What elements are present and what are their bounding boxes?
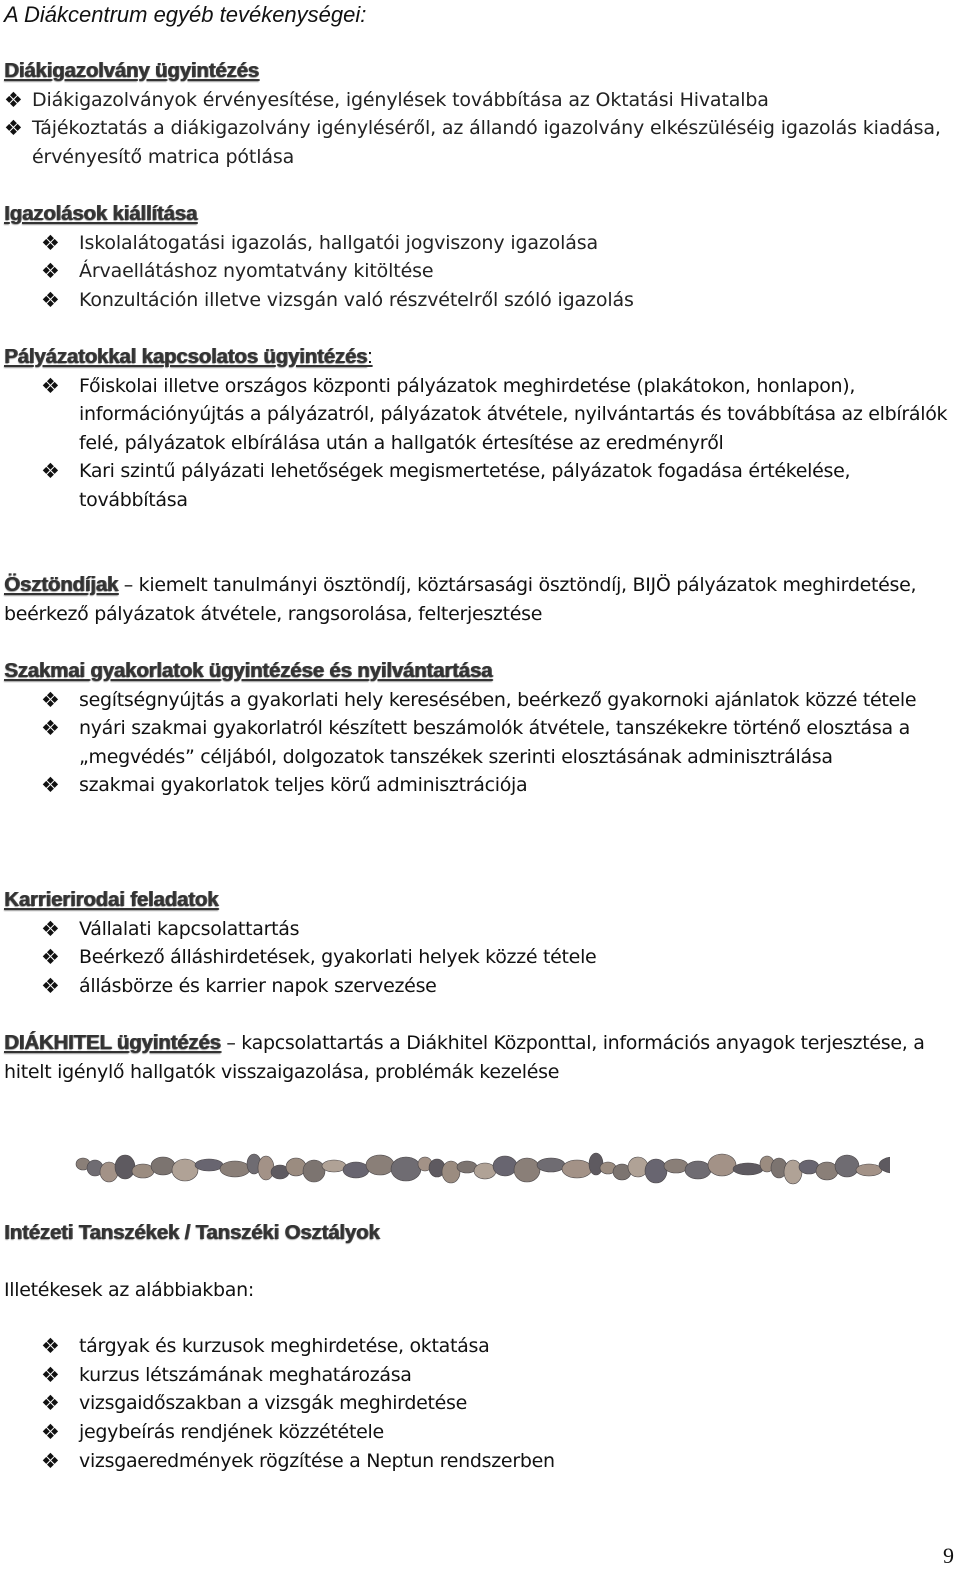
section-karrier bbox=[4, 886, 596, 1000]
pebble-shape bbox=[442, 1161, 460, 1183]
pebble-shape bbox=[172, 1159, 198, 1181]
list-item: ❖ Diákigazolványok érvényesítése, igénylések továbbítása az Oktatási Hivatalba bbox=[4, 86, 954, 115]
section-palyazatok bbox=[4, 343, 954, 515]
pebble-shape bbox=[835, 1155, 859, 1177]
pebble-shape bbox=[493, 1156, 517, 1176]
pebble-shape bbox=[322, 1160, 346, 1172]
diamond-bullet-icon: ❖ bbox=[41, 373, 60, 398]
section-heading: DIÁKHITEL ügyintézés bbox=[4, 1031, 221, 1054]
pebble-shape bbox=[151, 1157, 175, 1175]
diamond-bullet-icon: ❖ bbox=[41, 716, 60, 741]
section-heading: Intézeti Tanszékek / Tanszéki Osztályok bbox=[4, 1221, 380, 1244]
diamond-bullet-icon: ❖ bbox=[41, 1362, 60, 1387]
diamond-bullet-icon: ❖ bbox=[41, 973, 60, 998]
list-item: ❖ Iskolalátogatási igazolás, hallgatói jogviszony igazolása bbox=[41, 229, 634, 258]
bullet-list bbox=[41, 915, 596, 1001]
page-title: A Diákcentrum egyéb tevékenységei: bbox=[4, 2, 367, 27]
section-diakhitel bbox=[4, 1029, 946, 1086]
pebble-shape bbox=[303, 1160, 325, 1182]
list-item: ❖ kurzus létszámának meghatározása bbox=[41, 1361, 946, 1390]
diamond-bullet-icon: ❖ bbox=[41, 1419, 60, 1444]
diamond-bullet-icon: ❖ bbox=[41, 687, 60, 712]
bullet-list bbox=[41, 686, 959, 800]
pebble-shape bbox=[132, 1164, 154, 1178]
pebble-shape bbox=[115, 1155, 135, 1179]
pebble-shape bbox=[589, 1153, 603, 1175]
diamond-bullet-icon: ❖ bbox=[41, 1334, 60, 1359]
diamond-bullet-icon: ❖ bbox=[41, 1448, 60, 1473]
diamond-bullet-icon: ❖ bbox=[41, 1391, 60, 1416]
pebble-shape bbox=[343, 1162, 369, 1178]
bullet-list bbox=[41, 229, 634, 315]
list-item: ❖ Vállalati kapcsolattartás bbox=[41, 915, 596, 944]
section-heading: Diákigazolvány ügyintézés bbox=[4, 59, 259, 82]
pebble-shape bbox=[708, 1154, 736, 1176]
pebble-shape bbox=[856, 1164, 882, 1176]
section-tanszekek bbox=[4, 1219, 946, 1475]
section-igazolasok bbox=[4, 200, 634, 314]
list-item: ❖ nyári szakmai gyakorlatról készített beszámolók átvétele, tanszékekre történő elosztása a „megvédés” céljából, dolgozatok tanszékek szerinti elosztásának adminisztrálása bbox=[41, 716, 910, 768]
list-item: ❖ Konzultáción illetve vizsgán való részvételről szóló igazolás bbox=[41, 286, 634, 315]
pebble-shape bbox=[664, 1159, 688, 1173]
section-diakigazolvany bbox=[4, 57, 954, 171]
diamond-bullet-icon: ❖ bbox=[41, 259, 60, 284]
section-heading: Szakmai gyakorlatok ügyintézése és nyilvántartása bbox=[4, 659, 493, 682]
pebble-shape bbox=[645, 1159, 667, 1183]
section-text: – kapcsolattartás a Diákhitel Központtal, információs anyagok terjesztése, a hitelt igénylő hallgatók visszaigazolása, problémák kezelése bbox=[4, 1032, 925, 1083]
diamond-bullet-icon: ❖ bbox=[41, 287, 60, 312]
section-heading: Ösztöndíjak bbox=[4, 573, 118, 596]
pebble-shape bbox=[195, 1159, 223, 1171]
pebble-shape bbox=[562, 1160, 592, 1178]
list-item: ❖ állásbörze és karrier napok szervezése bbox=[41, 972, 596, 1001]
list-item: ❖ vizsgaidőszakban a vizsgák meghirdetése bbox=[41, 1389, 946, 1418]
pebble-shape bbox=[514, 1158, 540, 1182]
section-osztondijak bbox=[4, 571, 946, 628]
section-szakmai bbox=[4, 657, 959, 800]
list-item: ❖ Beérkező álláshirdetések, gyakorlati helyek közzé tétele bbox=[41, 943, 596, 972]
section-intro: Illetékesek az alábbiakban: bbox=[4, 1278, 254, 1301]
list-item: ❖ segítségnyújtás a gyakorlati hely keresésében, beérkező gyakornoki ajánlatok közzé tétele bbox=[41, 686, 959, 715]
pebble-shape bbox=[733, 1163, 763, 1175]
pebble-shape bbox=[474, 1163, 496, 1179]
bullet-list bbox=[41, 372, 954, 515]
pebble-shape bbox=[366, 1155, 394, 1175]
pebble-shape bbox=[220, 1161, 250, 1177]
pebble-shape bbox=[391, 1157, 421, 1181]
section-text: – kiemelt tanulmányi ösztöndíj, köztársasági ösztöndíj, BIJÖ pályázatok meghirdetése, beérkező pályázatok átvétele, rangsorolása, felterjesztése bbox=[4, 574, 917, 625]
list-item: ❖ Főiskolai illetve országos központi pályázatok meghirdetése (plakátokon, honlapon), információnyújtás a pályázatról, pályázatok átvétele, nyilvántartás és továbbítása az elbírálók felé, pályázatok elbírálása után a hallgatók értesítése az eredményről bbox=[41, 373, 948, 454]
bullet-list bbox=[41, 1332, 946, 1475]
diamond-bullet-icon: ❖ bbox=[41, 916, 60, 941]
section-heading: Karrierirodai feladatok bbox=[4, 888, 219, 911]
diamond-bullet-icon: ❖ bbox=[41, 945, 60, 970]
diamond-bullet-icon: ❖ bbox=[41, 230, 60, 255]
list-item: ❖ jegybeírás rendjének közzététele bbox=[41, 1418, 946, 1447]
diamond-bullet-icon: ❖ bbox=[4, 116, 23, 141]
pebble-shape bbox=[628, 1157, 648, 1177]
page-number: 9 bbox=[943, 1543, 954, 1568]
pebble-shape bbox=[784, 1160, 802, 1184]
pebble-shape bbox=[816, 1162, 838, 1180]
list-item: ❖ Árvaellátáshoz nyomtatvány kitöltése bbox=[41, 257, 634, 286]
diamond-bullet-icon: ❖ bbox=[41, 459, 60, 484]
section-heading: Igazolások kiállítása bbox=[4, 202, 197, 225]
section-heading: Pályázatokkal kapcsolatos ügyintézés: bbox=[4, 345, 373, 368]
list-item: ❖ Kari szintű pályázati lehetőségek megismertetése, pályázatok fogadása értékelése, továbbítása bbox=[41, 459, 851, 511]
list-item: ❖ szakmai gyakorlatok teljes körű adminisztrációja bbox=[41, 771, 959, 800]
bullet-list bbox=[4, 86, 954, 172]
pebble-shape bbox=[685, 1161, 711, 1179]
pebble-shape bbox=[258, 1156, 274, 1180]
pebble-divider-image bbox=[70, 1146, 890, 1192]
list-item: ❖ tárgyak és kurzusok meghirdetése, oktatása bbox=[41, 1332, 946, 1361]
list-item: ❖ Tájékoztatás a diákigazolvány igényléséről, az állandó igazolvány elkészüléséig igazolás kiadása, érvényesítő matrica pótlása bbox=[4, 116, 941, 168]
diamond-bullet-icon: ❖ bbox=[4, 87, 23, 112]
diamond-bullet-icon: ❖ bbox=[41, 773, 60, 798]
list-item: ❖ vizsgaeredmények rögzítése a Neptun rendszerben bbox=[41, 1447, 946, 1476]
pebble-shape bbox=[537, 1158, 565, 1172]
